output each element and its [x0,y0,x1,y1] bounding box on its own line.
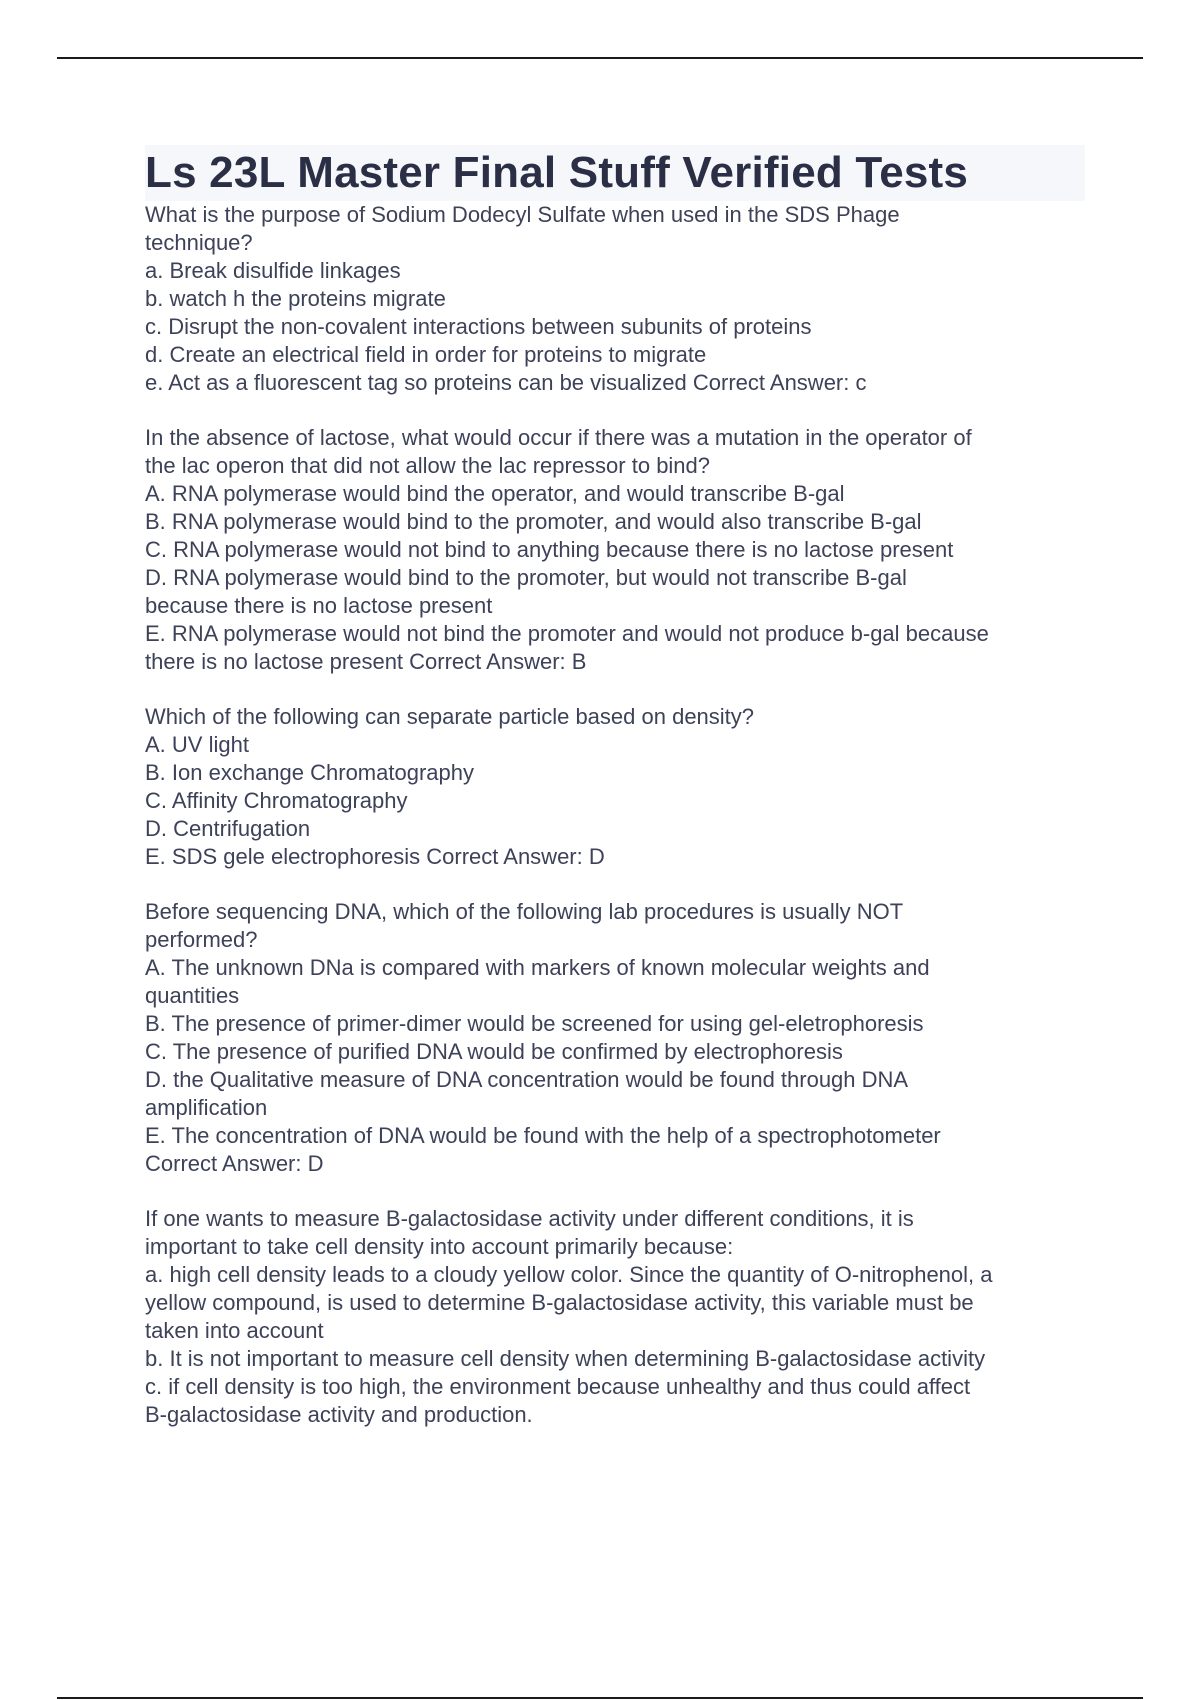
question-3-option-d: D. Centrifugation [145,816,311,841]
question-1-option-b: b. watch h the proteins migrate [145,286,446,311]
document-title: Ls 23L Master Final Stuff Verified Tests [145,145,1085,201]
question-2-option-d-cont: because there is no lactose present [145,593,493,618]
question-4-line-1: Before sequencing DNA, which of the following lab procedures is usually NOT [145,899,904,924]
top-divider [57,57,1143,59]
question-1-option-c: c. Disrupt the non-covalent interactions between subunits of proteins [145,314,812,339]
question-2-line-1: In the absence of lactose, what would occur if there was a mutation in the operator of [145,425,972,450]
question-5-option-c: c. if cell density is too high, the environment because unhealthy and thus could affect [145,1374,971,1399]
question-4-answer: Correct Answer: D [145,1151,324,1176]
question-4-option-a: A. The unknown DNa is compared with markers of known molecular weights and [145,955,930,980]
question-4-option-a-cont: quantities [145,983,240,1008]
question-5-option-c-cont: B-galactosidase activity and production. [145,1402,533,1427]
question-4-line-2: performed? [145,927,258,952]
question-2-option-c: C. RNA polymerase would not bind to anything because there is no lactose present [145,537,954,562]
question-3 [145,703,1085,871]
question-2-option-e: E. RNA polymerase would not bind the promoter and would not produce b-gal because [145,621,989,646]
question-4-option-e: E. The concentration of DNA would be found with the help of a spectrophotometer [145,1123,941,1148]
question-5-option-a: a. high cell density leads to a cloudy yellow color. Since the quantity of O-nitrophenol, a [145,1262,993,1287]
question-3-option-a: A. UV light [145,732,249,757]
question-2-line-2: the lac operon that did not allow the lac repressor to bind? [145,453,711,478]
question-2-option-d: D. RNA polymerase would bind to the promoter, but would not transcribe B-gal [145,565,907,590]
question-1-line-2: technique? [145,230,253,255]
question-5-line-2: important to take cell density into account primarily because: [145,1234,734,1259]
bottom-divider [57,1697,1143,1699]
question-3-option-c: C. Affinity Chromatography [145,788,408,813]
question-3-option-e: E. SDS gele electrophoresis Correct Answer: D [145,844,605,869]
question-5 [145,1205,1085,1429]
question-2-option-a: A. RNA polymerase would bind the operator, and would transcribe B-gal [145,481,845,506]
question-4-option-b: B. The presence of primer-dimer would be screened for using gel-eletrophoresis [145,1011,924,1036]
question-1 [145,201,1085,397]
question-1-option-d: d. Create an electrical field in order for proteins to migrate [145,342,707,367]
question-1-option-e: e. Act as a fluorescent tag so proteins can be visualized Correct Answer: c [145,370,867,395]
question-4-option-d: D. the Qualitative measure of DNA concentration would be found through DNA [145,1067,909,1092]
question-4 [145,898,1085,1178]
question-5-option-a-cont-2: taken into account [145,1318,324,1343]
question-3-line-1: Which of the following can separate particle based on density? [145,704,755,729]
document-body [145,145,1085,1456]
question-2-option-b: B. RNA polymerase would bind to the promoter, and would also transcribe B-gal [145,509,922,534]
question-2 [145,424,1085,676]
question-1-option-a: a. Break disulfide linkages [145,258,401,283]
question-4-option-c: C. The presence of purified DNA would be confirmed by electrophoresis [145,1039,843,1064]
question-5-line-1: If one wants to measure B-galactosidase activity under different conditions, it is [145,1206,914,1231]
question-2-option-e-cont: there is no lactose present Correct Answer: B [145,649,587,674]
question-5-option-a-cont-1: yellow compound, is used to determine B-galactosidase activity, this variable must be [145,1290,974,1315]
question-1-line-1: What is the purpose of Sodium Dodecyl Sulfate when used in the SDS Phage [145,202,900,227]
question-4-option-d-cont: amplification [145,1095,268,1120]
question-3-option-b: B. Ion exchange Chromatography [145,760,474,785]
question-5-option-b: b. It is not important to measure cell density when determining B-galactosidase activity [145,1346,986,1371]
